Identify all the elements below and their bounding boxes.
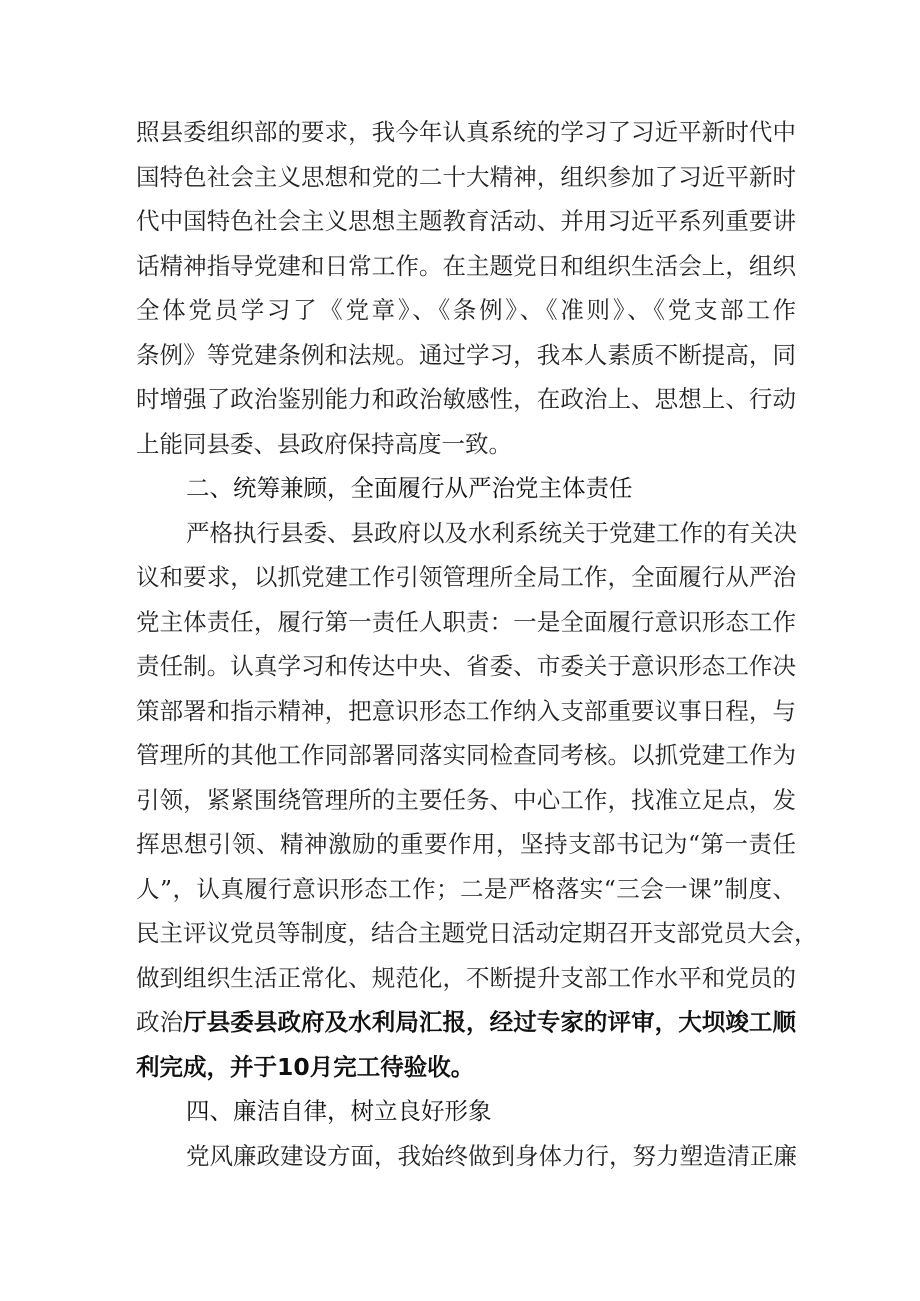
paragraph-line: 人”，认真履行意识形态工作；二是严格落实“三会一课”制度、 xyxy=(136,875,796,903)
paragraph-bold-line xyxy=(136,1045,796,1089)
paragraph-line: 上能同县委、县政府保持高度一致。 xyxy=(136,430,512,458)
paragraph-line: 照县委组织部的要求，我今年认真系统的学习了习近平新时代中 xyxy=(136,118,796,146)
paragraph-line: 国特色社会主义思想和党的二十大精神，组织参加了习近平新时 xyxy=(136,163,796,191)
paragraph-line: 代中国特色社会主义思想主题教育活动、并用习近平系列重要讲 xyxy=(136,207,796,235)
paragraph-text-bold: 厅县委县政府及水利局汇报，经过专家的评审，大坝竣工顺 xyxy=(183,1008,797,1036)
paragraph-line: 做到组织生活正常化、规范化，不断提升支部工作水平和党员的 xyxy=(136,964,796,992)
paragraph-line: 挥思想引领、精神激励的重要作用，坚持支部书记为“第一责任 xyxy=(136,830,796,858)
paragraph-line: 引领，紧紧围绕管理所的主要任务、中心工作，找准立足点，发 xyxy=(136,786,796,814)
paragraph-line: 议和要求，以抓党建工作引领管理所全局工作，全面履行从严治 xyxy=(136,563,796,591)
paragraph-line: 民主评议党员等制度，结合主题党日活动定期召开支部党员大会， xyxy=(136,919,818,947)
paragraph-line: 管理所的其他工作同部署同落实同检查同考核。以抓党建工作为 xyxy=(136,741,796,769)
paragraph-line: 条例》等党建条例和法规。通过学习，我本人素质不断提高，同 xyxy=(136,341,796,369)
paragraph-first-line: 严格执行县委、县政府以及水利系统关于党建工作的有关决 xyxy=(186,519,797,547)
paragraph-line: 策部署和指示精神，把意识形态工作纳入支部重要议事日程，与 xyxy=(136,697,796,725)
paragraph-line: 责任制。认真学习和传达中央、省委、市委关于意识形态工作决 xyxy=(136,652,796,680)
paragraph-text-normal: 政治 xyxy=(136,1008,184,1036)
paragraph-line: 全体党员学习了《党章》、《条例》、《准则》、《党支部工作 xyxy=(136,296,796,324)
paragraph-mixed-line xyxy=(136,1000,796,1044)
paragraph-text-bold: 利完成，并于10月完工待验收。 xyxy=(136,1053,475,1081)
paragraph-line: 话精神指导党建和日常工作。在主题党日和组织生活会上，组织 xyxy=(136,252,796,280)
section-heading: 二、统筹兼顾，全面履行从严治党主体责任 xyxy=(186,474,633,502)
paragraph-first-line: 党风廉政建设方面，我始终做到身体力行，努力塑造清正廉 xyxy=(186,1142,797,1170)
section-heading: 四、廉洁自律，树立良好形象 xyxy=(186,1097,492,1125)
paragraph-line: 党主体责任，履行第一责任人职责：一是全面履行意识形态工作 xyxy=(136,608,796,636)
paragraph-line: 时增强了政治鉴别能力和政治敏感性，在政治上、思想上、行动 xyxy=(136,385,796,413)
